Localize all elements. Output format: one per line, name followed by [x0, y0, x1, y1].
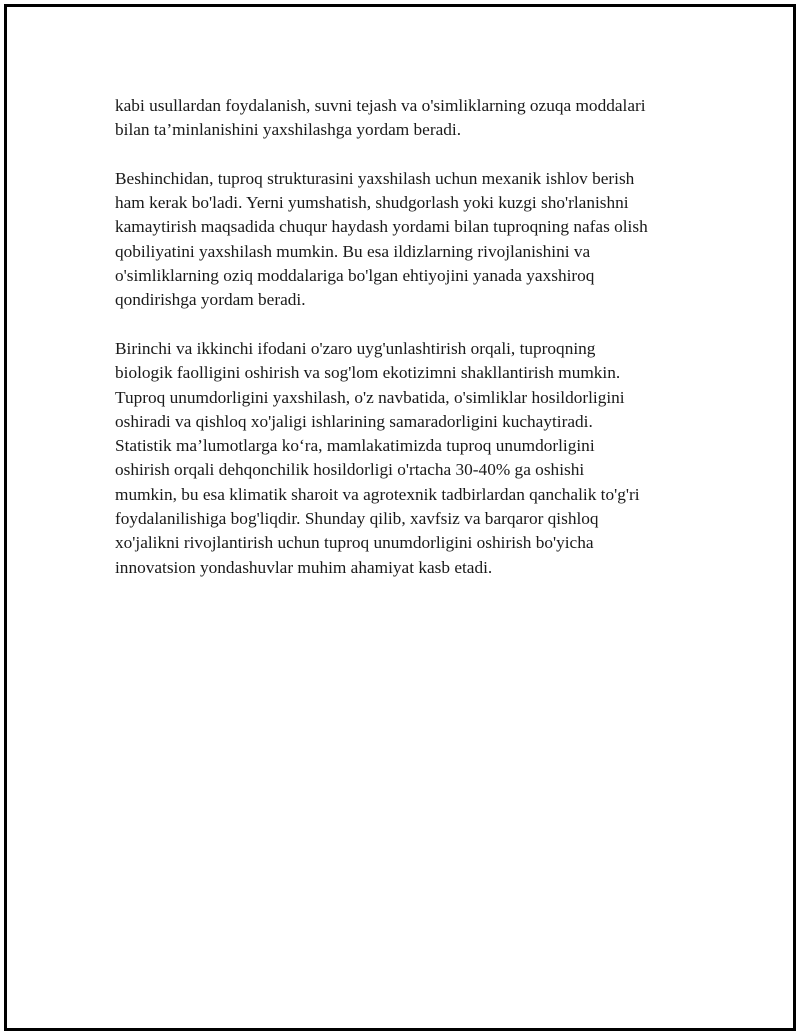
paragraph-conclusion: Birinchi va ikkinchi ifodani o'zaro uyg'unlashtirish orqali, tuproqning biologik faolligini oshirish va sog'lom ekotizimni shakllantirish mumkin. Tuproq unumdorligini yaxshilash, o'z navbatida, o'simliklar hosildorligini oshiradi va qishloq xo'jaligi ishlarining samaradorligini kuchaytiradi. Statistik ma’lumotlarga ko‘ra, mamlakatimizda tuproq unumdorligini oshirish orqali dehqonchilik hosildorligi o'rtacha 30-40% ga oshishi mumkin, bu esa klimatik sharoit va agrotexnik tadbirlardan qanchalik to'g'ri foydalanilishiga bog'liqdir. Shunday qilib, xavfsiz va barqaror qishloq xo'jalikni rivojlantirish uchun tuproq unumdorligini oshirish bo'yicha innovatsion yondashuvlar muhim ahamiyat kasb etadi. [115, 338, 640, 577]
paragraph-continuation: kabi usullardan foydalanish, suvni tejash va o'simliklarning ozuqa moddalari bilan ta’minlanishini yaxshilashga yordam beradi. [115, 96, 646, 140]
paragraph-fifth: Beshinchidan, tuproq strukturasini yaxshilash uchun mexanik ishlov berish ham kerak bo'ladi. Yerni yumshatish, shudgorlash yoki kuzgi sho'rlanishni kamaytirish maqsadida chuqur haydash yordami bilan tuproqning nafas olish qobiliyatini yaxshilash mumkin. Bu esa ildizlarning rivojlanishini va o'simliklarning oziq moddalariga bo'lgan ehtiyojini yanada yaxshiroq qondirishga yordam beradi. [115, 168, 648, 310]
document-body [115, 94, 695, 604]
